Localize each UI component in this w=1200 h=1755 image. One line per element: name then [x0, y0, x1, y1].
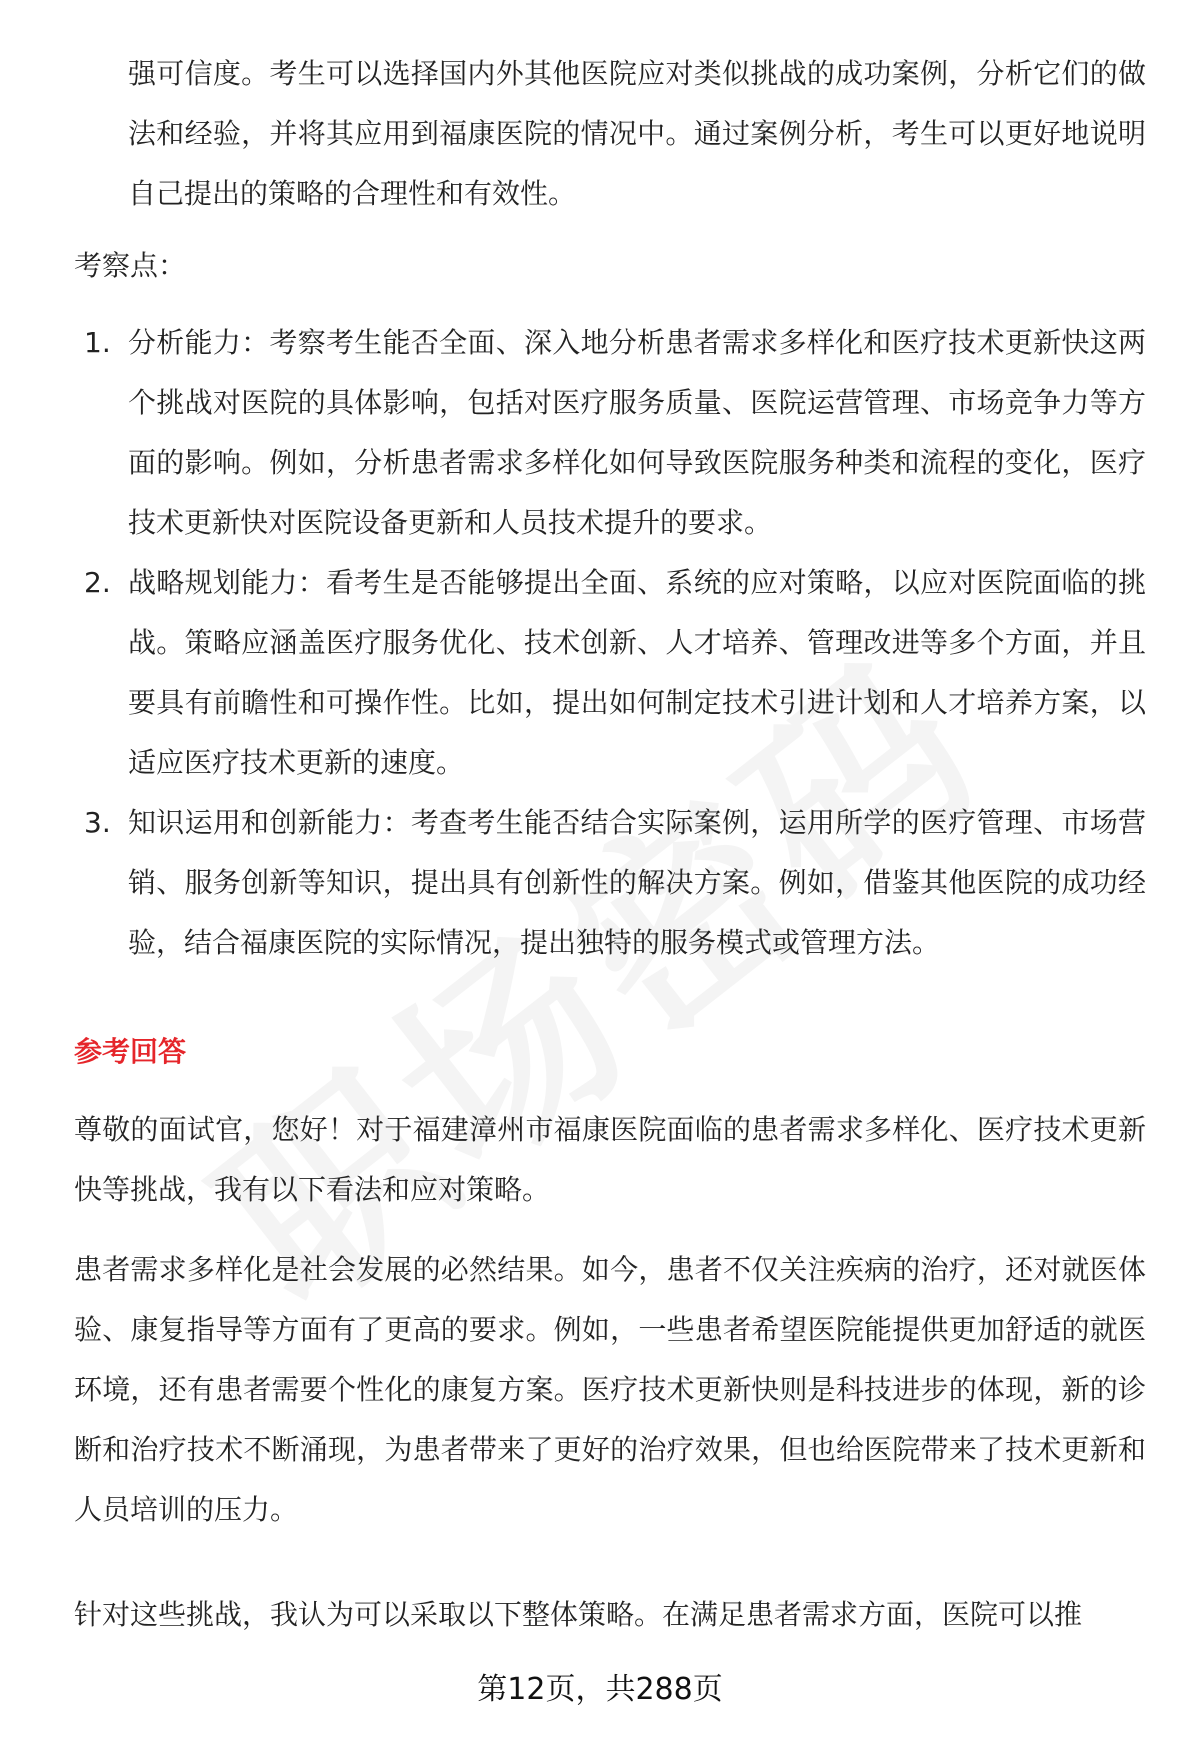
list-item	[84, 313, 1146, 553]
intro-paragraph: 强可信度。考生可以选择国内外其他医院应对类似挑战的成功案例，分析它们的做法和经验，并将其应用到福康医院的情况中。通过案例分析，考生可以更好地说明自己提出的策略的合理性和有效性。	[128, 57, 1146, 210]
answer-paragraph: 尊敬的面试官，您好！对于福建漳州市福康医院面临的患者需求多样化、医疗技术更新快等挑战，我有以下看法和应对策略。	[74, 1113, 1146, 1206]
checkpoints-heading: 考察点：	[74, 249, 187, 282]
list-item-text: 战略规划能力：看考生是否能够提出全面、系统的应对策略，以应对医院面临的挑战。策略应涵盖医疗服务优化、技术创新、人才培养、管理改进等多个方面，并且要具有前瞻性和可操作性。比如，提出如何制定技术引进计划和人才培养方案，以适应医疗技术更新的速度。	[128, 566, 1146, 779]
answer-paragraph: 患者需求多样化是社会发展的必然结果。如今，患者不仅关注疾病的治疗，还对就医体验、康复指导等方面有了更高的要求。例如，一些患者希望医院能提供更加舒适的就医环境，还有患者需要个性化的康复方案。医疗技术更新快则是科技进步的体现，新的诊断和治疗技术不断涌现，为患者带来了更好的治疗效果，但也给医院带来了技术更新和人员培训的压力。	[74, 1253, 1146, 1526]
answer-paragraph: 针对这些挑战，我认为可以采取以下整体策略。在满足患者需求方面，医院可以推	[74, 1598, 1083, 1631]
answer-heading: 参考回答	[74, 1035, 187, 1068]
list-item-text: 分析能力：考察考生能否全面、深入地分析患者需求多样化和医疗技术更新快这两个挑战对医院的具体影响，包括对医疗服务质量、医院运营管理、市场竞争力等方面的影响。例如，分析患者需求多样化如何导致医院服务种类和流程的变化，医疗技术更新快对医院设备更新和人员技术提升的要求。	[128, 326, 1146, 539]
list-item	[84, 553, 1146, 793]
list-item-text: 知识运用和创新能力：考查考生能否结合实际案例，运用所学的医疗管理、市场营销、服务创新等知识，提出具有创新性的解决方案。例如，借鉴其他医院的成功经验，结合福康医院的实际情况，提出独特的服务模式或管理方法。	[128, 806, 1146, 959]
list-item-number: 2.	[84, 566, 111, 599]
list-item	[84, 793, 1146, 973]
list-item-number: 1.	[84, 326, 111, 359]
list-item-number: 3.	[84, 806, 111, 839]
page-footer: 第12页，共288页	[477, 1672, 723, 1707]
checkpoints-list	[84, 313, 1146, 973]
